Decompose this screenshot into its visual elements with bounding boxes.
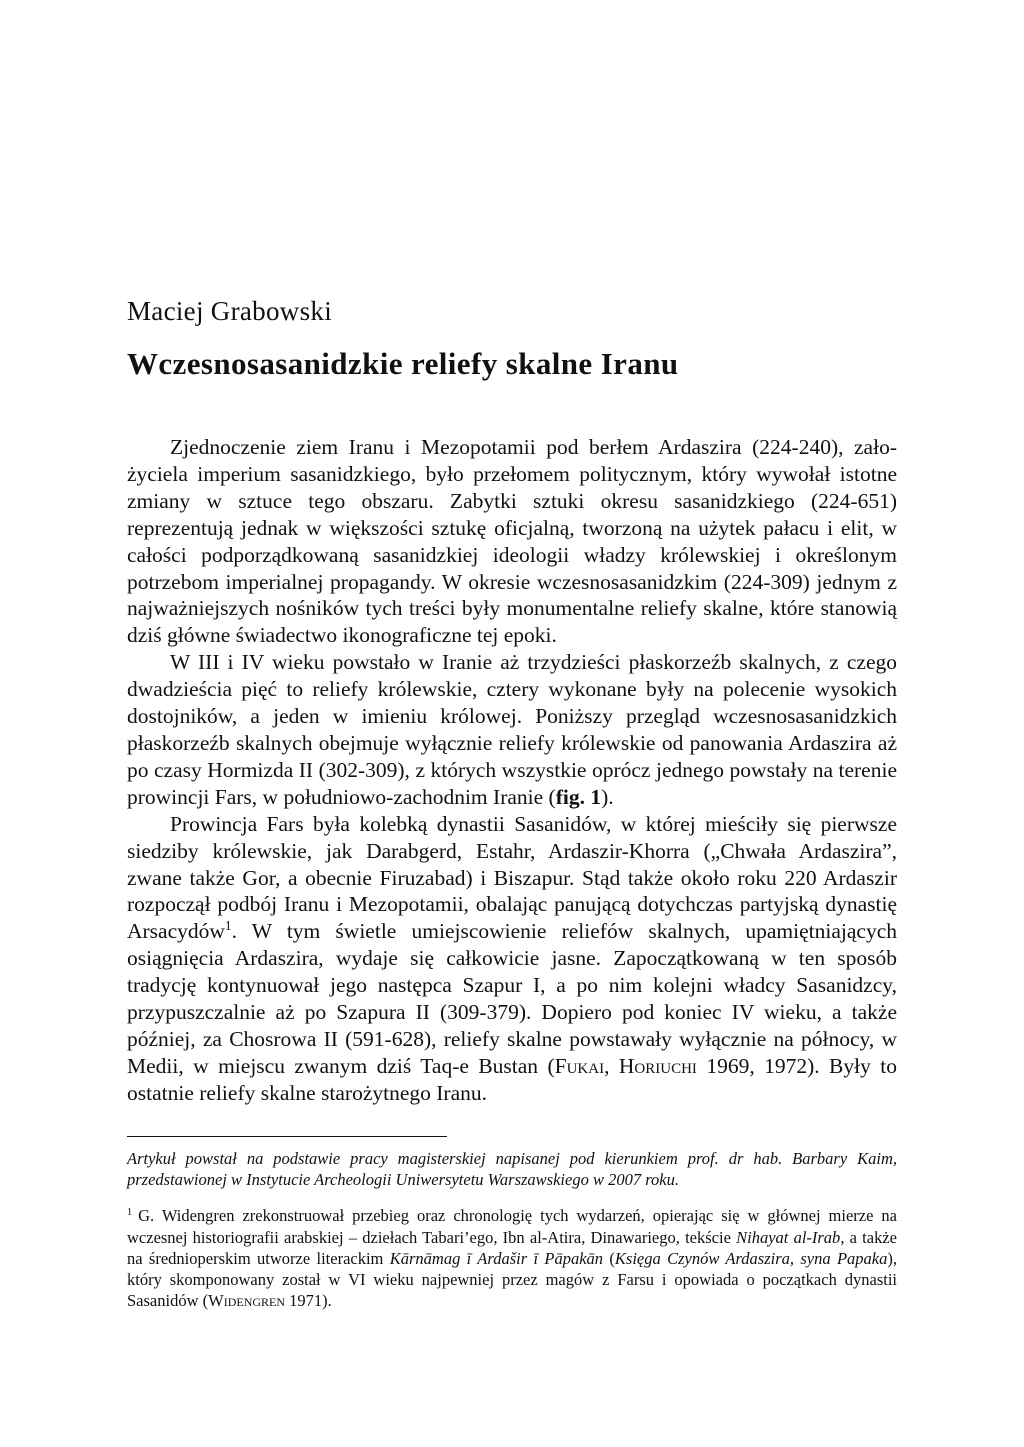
paragraph-1 xyxy=(127,434,897,649)
footnote-1-title-nihayat: Nihayat al-Irab xyxy=(736,1227,841,1247)
footnote-1-text-c: ( xyxy=(603,1248,615,1268)
footnote-1-text-e: 1971). xyxy=(285,1291,332,1311)
footnotes-section xyxy=(127,1148,897,1311)
paragraph-3-text-c: 1969, 1972). Były to ostatnie reliefy skalne starożytnego Iranu. xyxy=(127,1053,898,1105)
footnote-1-text-b: , a także na średnioperskim utworze literackim xyxy=(127,1227,897,1268)
footnote-1-number: 1 xyxy=(127,1206,133,1218)
article-title: Wczesnosasanidzkie reliefy skalne Iranu xyxy=(127,346,679,381)
footnote-1-text-a: G. Widengren zrekonstruował przebieg oraz chronologię tych wydarzeń, opierając się w głównej mierze na wczesnej historiografii arabskiej – dziełach Tabari’ego, Ibn al-Atira, Dinawariego, tekście xyxy=(127,1206,897,1247)
article-body xyxy=(127,434,897,1107)
footnote-marker-1[interactable]: 1 xyxy=(224,918,232,934)
footnote-1-title-karnamag: Kārnāmag ī Ardašir ī Pāpakān xyxy=(389,1248,604,1268)
article-note: Artykuł powstał na podstawie pracy magisterskiej napisanej pod kierunkiem prof. dr hab. Barbary Kaim, przedstawionej w Instytucie Archeologii Uniwersytetu Warszawskiego w 2007 roku. xyxy=(127,1149,897,1190)
paragraph-3-text-b: . W tym świetle umiejscowienie reliefów skalnych, upamiętniających osiągnięcia Ardaszira, wydaje się całkowicie jasne. Zapoczątkowaną w ten sposób tradycję kontynuował jego następca Szapur I, a po nim kolejni władcy Sasanidzcy, przypuszczalnie aż po Szapura II (309-379). Dopiero pod koniec IV wieku, a także później, za Chosrowa II (591-628), reliefy skalne powstawały wyłącznie na północy, w Medii, w miejscu zwanym dziś Taq-e Bustan ( xyxy=(127,919,897,1078)
footnote-1-title-ksiega: Księga Czynów Ardaszira, syna Papaka xyxy=(614,1248,888,1268)
footnote-divider xyxy=(127,1136,447,1137)
citation-widengren: Widengren xyxy=(208,1291,286,1311)
paragraph-3 xyxy=(127,811,897,1107)
footnote-1-text-d: ), który skomponowany został w VI wieku najpewniej przez magów z Farsu i opowiada o początkach dynastii Sasanidów ( xyxy=(127,1248,897,1311)
paragraph-2-text-b: ). xyxy=(601,784,614,809)
paragraph-3-text-a: Prowincja Fars była kolebką dynastii Sasanidów, w której mieściły się pierwsze siedziby królewskie, jak Darabgerd, Estahr, Ardaszir-Khorra („Chwała Ardaszira”, zwane także Gor, a obecnie Firuzabad) i Biszapur. Stąd także około roku 220 Ardaszir rozpoczął podbój Iranu i Mezopotamii, obalając panującą dotychczas partyjską dynastię Arsacydów xyxy=(127,811,897,944)
citation-separator: , xyxy=(604,1053,619,1078)
paragraph-1-text: Zjednoczenie ziem Iranu i Mezopotamii pod berłem Ardaszira (224-240), założyciela imperium sasanidzkiego, było przełomem politycznym, który wywołał istotne zmiany w sztuce tego obszaru. Zabytki sztuki okresu sasanidzkiego (224-651) reprezentują jednak w większości sztukę oficjalną, tworzoną na użytek pałacu i elit, w całości podporządkowaną sasanidzkiej ideologii władzy królewskiej i określonym potrzebom imperialnej propagandy. W okresie wczesnosasanidzkim (224-309) jednym z najważniejszych nośników tych treści były monumentalne reliefy skalne, które stanowią dziś główne świadectwo ikonograficzne tej epoki. xyxy=(127,435,897,648)
figure-reference[interactable]: fig. 1 xyxy=(555,784,602,809)
footnote-1 xyxy=(127,1205,897,1311)
citation-horiuchi: Horiuchi xyxy=(618,1053,697,1078)
paragraph-2-text-a: W III i IV wieku powstało w Iranie aż trzydzieści płaskorzeźb skalnych, z czego dwadzieścia pięć to reliefy królewskie, cztery wykonane były na polecenie wysokich dostojników, a jeden w imieniu królowej. Poniższy przegląd wczesnosasanidzkich płaskorzeźb skalnych obejmuje wyłącznie reliefy królewskie od panowania Ardaszira aż po czasy Hormizda II (302-309), z których wszystkie oprócz jednego powstały na terenie prowincji Fars, w południowo-zachodnim Iranie ( xyxy=(127,650,897,809)
author-name: Maciej Grabowski xyxy=(127,296,332,326)
citation-fukai: Fukai xyxy=(554,1053,605,1078)
paragraph-2 xyxy=(127,649,897,810)
